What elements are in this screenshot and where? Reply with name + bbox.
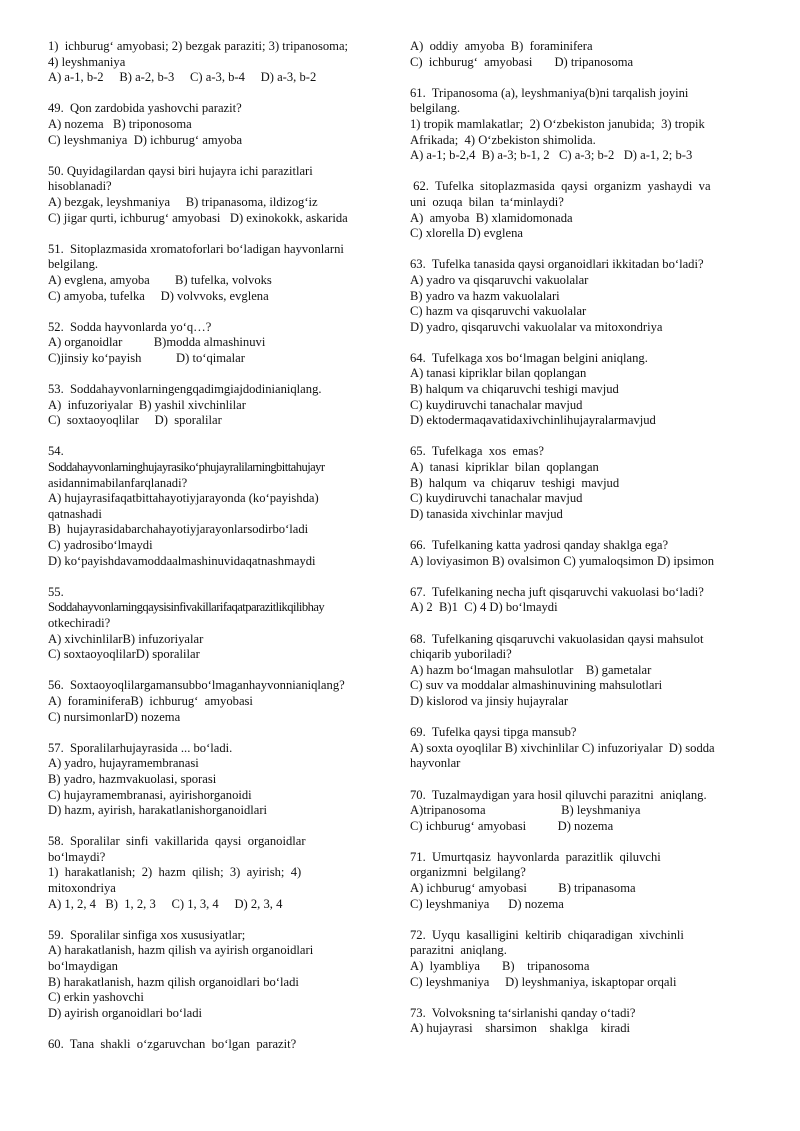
question-line: mitoxondriya (48, 881, 116, 896)
question-line: D) yadro, qisqaruvchi vakuolalar va mitoxondriya (410, 319, 663, 334)
question-block (48, 320, 378, 367)
question-line: 64. Tufelkaga xos bo‘lmagan belgini aniqlang. (410, 350, 648, 365)
question-line: 66. Tufelkaning katta yadrosi qanday shaklga ega? (410, 538, 669, 552)
question-line: chiqarib yuboriladi? (410, 647, 512, 662)
question-line: A) lyambliya B) tripanosoma (410, 959, 590, 974)
question-line: D) ektodermaqavatidaxivchinlihujayralarmavjud (410, 413, 656, 428)
question-line: A) hujayrasi sharsimon shaklga kiradi (410, 1021, 630, 1036)
question-line: C) hujayramembranasi, ayirishorganoidi (48, 787, 252, 802)
question-line: C) nursimonlarD) nozema (48, 709, 181, 724)
question-line: A) hazm bo‘lmagan mahsulotlar B) gametalar (410, 662, 652, 677)
question-line: C) ichburug‘ amyobasi D) nozema (410, 818, 614, 833)
question-line: 55. (48, 584, 64, 599)
question-line: A) hujayrasifaqatbittahayotiyjarayonda (ko‘payishda) (48, 491, 319, 506)
question-line: C) kuydiruvchi tanachalar mavjud (410, 397, 583, 412)
question-line: 61. Tripanosoma (a), leyshmaniya(b)ni tarqalish joyini (410, 85, 689, 100)
question-line: A) soxta oyoqlilar B) xivchinlilar C) infuzoriyalar D) sodda (410, 740, 715, 755)
question-line: 54. (48, 444, 64, 459)
question-line: C) xlorella D) evglena (410, 226, 523, 241)
question-line: 68. Tufelkaning qisqaruvchi vakuolasidan qaysi mahsulot (410, 631, 704, 646)
question-line: B) halqum va chiqaruvchi teshigi mavjud (410, 382, 619, 397)
question-line: C) soxtaoyoqlilar D) sporalilar (48, 413, 222, 428)
question-line: Afrikada; 4) O‘zbekiston shimolida. (410, 132, 596, 147)
question-line: asidannimabilanfarqlanadi? (48, 475, 188, 490)
question-block (410, 632, 742, 710)
question-line: 50. Quyidagilardan qaysi biri hujayra ichi parazitlari (48, 163, 313, 178)
question-line: 1) ichburug‘ amyobasi; 2) bezgak paraziti; 3) tripanosoma; (48, 39, 349, 53)
question-line: 60. Tana shakli o‘zgaruvchan bo‘lgan parazit? (48, 1037, 297, 1051)
question-line: hayvonlar (410, 756, 461, 771)
question-block (410, 444, 742, 522)
question-block (410, 39, 742, 70)
question-line: qatnashadi (48, 506, 102, 521)
question-line: 65. Tufelkaga xos emas? (410, 444, 544, 459)
question-line: A) harakatlanish, hazm qilish va ayirish organoidlari (48, 943, 314, 958)
question-line: A) infuzoriyalar B) yashil xivchinlilar (48, 397, 246, 412)
question-line: bo‘lmaydi? (48, 849, 106, 864)
question-line: A) loviyasimon B) ovalsimon C) yumaloqsimon D) ipsimon (410, 553, 714, 568)
question-line: 70. Tuzalmaydigan yara hosil qiluvchi parazitni aniqlang. (410, 787, 707, 802)
question-line: A) tanasi kipriklar bilan qoplangan (410, 366, 587, 381)
question-line: parazitni aniqlang. (410, 943, 507, 958)
question-line: C) ichburug‘ amyobasi D) tripanosoma (410, 54, 634, 69)
question-line: A) 2 B)1 C) 4 D) bo‘lmaydi (410, 600, 558, 615)
question-block (410, 257, 742, 335)
question-line: A) 1, 2, 4 B) 1, 2, 3 C) 1, 3, 4 D) 2, 3, 4 (48, 896, 283, 911)
question-block (410, 179, 742, 241)
question-block (410, 1006, 742, 1037)
question-line: B) harakatlanish, hazm qilish organoidlari bo‘ladi (48, 974, 299, 989)
question-line: uni ozuqa bilan ta‘minlaydi? (410, 194, 564, 209)
question-line: Soddahayvonlarningqaysisinfivakillarifaqatparazitlikqilibhay (48, 600, 325, 615)
question-line: A) oddiy amyoba B) foraminifera (410, 39, 593, 53)
question-block (48, 834, 378, 912)
question-line: organizmni belgilang? (410, 865, 526, 880)
question-block (48, 1037, 378, 1053)
question-line: C)jinsiy ko‘payish D) to‘qimalar (48, 350, 245, 365)
question-line: D) tanasida xivchinlar mavjud (410, 506, 563, 521)
question-block (48, 39, 378, 86)
question-line: 49. Qon zardobida yashovchi parazit? (48, 101, 242, 116)
question-line: C) leyshmaniya D) leyshmaniya, iskaptopar orqali (410, 974, 677, 989)
question-line: A) yadro, hujayramembranasi (48, 756, 199, 771)
question-block (410, 788, 742, 835)
question-line: bo‘lmaydigan (48, 959, 118, 974)
question-line: D) ko‘payishdavamoddaalmashinuvidaqatnashmaydi (48, 553, 316, 568)
question-line: C) hazm va qisqaruvchi vakuolalar (410, 304, 587, 319)
question-block (410, 538, 742, 569)
question-block (48, 101, 378, 148)
question-line: A) bezgak, leyshmaniya B) tripanasoma, ildizog‘iz (48, 194, 318, 209)
question-block (48, 585, 378, 663)
question-block (48, 741, 378, 819)
right-column (410, 39, 742, 1053)
question-line: 72. Uyqu kasalligini keltirib chiqaradigan xivchinli (410, 927, 684, 942)
question-line: 58. Sporalilar sinfi vakillarida qaysi organoidlar (48, 834, 306, 849)
question-line: otkechiradi? (48, 615, 111, 630)
question-line: A) yadro va qisqaruvchi vakuolalar (410, 272, 589, 287)
question-block (48, 444, 378, 569)
question-line: 73. Volvoksning ta‘sirlanishi qanday o‘tadi? (410, 1005, 636, 1020)
question-line: 69. Tufelka qaysi tipga mansub? (410, 725, 577, 740)
question-block (410, 585, 742, 616)
question-line: belgilang. (48, 257, 99, 272)
question-line: C) amyoba, tufelka D) volvvoks, evglena (48, 288, 269, 303)
question-line: A) organoidlar B)modda almashinuvi (48, 335, 266, 350)
question-line: B) yadro, hazmvakuolasi, sporasi (48, 771, 217, 786)
question-block (410, 928, 742, 990)
question-block (48, 678, 378, 725)
question-line: 62. Tufelka sitoplazmasida qaysi organizm yashaydi va (410, 179, 711, 194)
question-block (48, 164, 378, 226)
question-line: A) tanasi kipriklar bilan qoplangan (410, 460, 599, 475)
question-line: C) leyshmaniya D) nozema (410, 896, 564, 911)
question-line: hisoblanadi? (48, 179, 112, 194)
question-line: A) foraminiferaB) ichburug‘ amyobasi (48, 693, 253, 708)
question-block (410, 725, 742, 772)
question-line: 56. Soxtaoyoqlilargamansubbo‘lmaganhayvonnianiqlang? (48, 678, 345, 693)
question-line: A) a-1; b-2,4 B) a-3; b-1, 2 C) a-3; b-2 D) a-1, 2; b-3 (410, 148, 693, 163)
question-line: 71. Umurtqasiz hayvonlarda parazitlik qiluvchi (410, 849, 661, 864)
question-line: A) xivchinlilarB) infuzoriyalar (48, 631, 204, 646)
question-line: 57. Sporalilarhujayrasida ... bo‘ladi. (48, 740, 233, 755)
question-line: C) kuydiruvchi tanachalar mavjud (410, 491, 583, 506)
question-line: Soddahayvonlarninghujayrasiko‘phujayralilarningbittahujayr (48, 460, 325, 475)
question-block (48, 382, 378, 429)
question-line: 53. Soddahayvonlarningengqadimgiajdodinianiqlang. (48, 382, 322, 397)
question-line: 1) harakatlanish; 2) hazm qilish; 3) ayirish; 4) (48, 865, 302, 880)
question-line: C) suv va moddalar almashinuvining mahsulotlari (410, 678, 663, 693)
question-line: C) jigar qurti, ichburug‘ amyobasi D) exinokokk, askarida (48, 210, 348, 225)
question-line: D) kislorod va jinsiy hujayralar (410, 693, 569, 708)
question-line: C) yadrosibo‘lmaydi (48, 538, 153, 552)
question-line: belgilang. (410, 101, 461, 116)
left-column (48, 39, 378, 1068)
question-line: 67. Tufelkaning necha juft qisqaruvchi vakuolasi bo‘ladi? (410, 584, 704, 599)
question-line: 59. Sporalilar sinfiga xos xususiyatlar; (48, 927, 246, 942)
question-block (48, 242, 378, 304)
question-line: C) soxtaoyoqlilarD) sporalilar (48, 647, 200, 662)
question-line: B) hujayrasidabarchahayotiyjarayonlarsodirbo‘ladi (48, 522, 309, 537)
question-line: D) hazm, ayirish, harakatlanishorganoidlari (48, 803, 268, 818)
question-block (48, 928, 378, 1022)
question-line: A) evglena, amyoba B) tufelka, volvoks (48, 272, 272, 287)
question-line: 4) leyshmaniya (48, 54, 126, 69)
question-block (410, 850, 742, 912)
question-line: 63. Tufelka tanasida qaysi organoidlari ikkitadan bo‘ladi? (410, 257, 704, 272)
question-line: 52. Sodda hayvonlarda yo‘q…? (48, 319, 212, 334)
question-line: A)tripanosoma B) leyshmaniya (410, 803, 641, 818)
question-line: D) ayirish organoidlari bo‘ladi (48, 1005, 203, 1020)
question-line: A) ichburug‘ amyobasi B) tripanasoma (410, 881, 636, 896)
question-line: 1) tropik mamlakatlar; 2) O‘zbekiston janubida; 3) tropik (410, 116, 705, 131)
question-line: 51. Sitoplazmasida xromatoforlari bo‘ladigan hayvonlarni (48, 241, 344, 256)
question-line: A) a-1, b-2 B) a-2, b-3 C) a-3, b-4 D) a-3, b-2 (48, 70, 317, 85)
question-line: C) leyshmaniya D) ichburug‘ amyoba (48, 132, 243, 147)
question-line: C) erkin yashovchi (48, 990, 144, 1005)
question-line: A) nozema B) triponosoma (48, 116, 192, 131)
question-block (410, 351, 742, 429)
question-line: B) halqum va chiqaruv teshigi mavjud (410, 475, 620, 490)
question-line: A) amyoba B) xlamidomonada (410, 210, 573, 225)
question-line: B) yadro va hazm vakuolalari (410, 288, 560, 303)
question-block (410, 86, 742, 164)
